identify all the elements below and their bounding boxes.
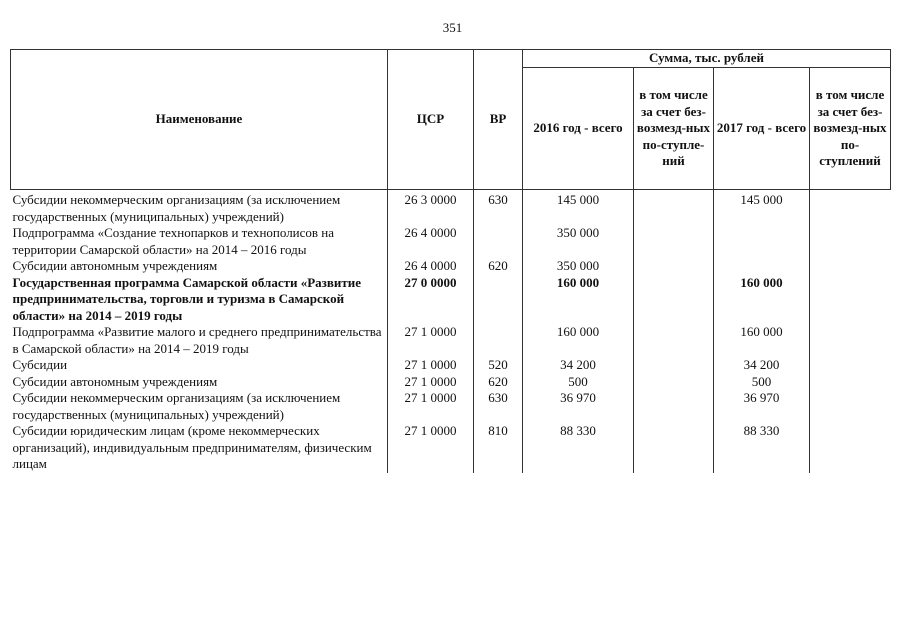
cell-2016-total: 34 200 xyxy=(523,357,634,374)
cell-name: Подпрограмма «Развитие малого и среднего предпринимательства в Самарской области» на 2014 – 2019 годы xyxy=(12,324,382,356)
cell-2016-free xyxy=(634,324,714,357)
cell-csr: 27 1 0000 xyxy=(388,374,474,391)
cell-vr: 620 xyxy=(474,374,523,391)
table-row xyxy=(11,190,891,226)
table-body xyxy=(11,190,891,473)
cell-name: Подпрограмма «Создание технопарков и технополисов на территории Самарской области» на 2014 – 2016 годы xyxy=(12,225,335,257)
cell-csr: 26 4 0000 xyxy=(388,225,474,258)
cell-name: Субсидии некоммерческим организациям (за исключением государственных (муниципальных) учреждений) xyxy=(12,192,341,224)
budget-table xyxy=(10,49,891,473)
cell-2017-free xyxy=(810,275,891,325)
page-number: 351 xyxy=(442,20,463,35)
header-2016-free: в том числе за счет без-возмезд-ных по-ступле-ний xyxy=(634,68,714,190)
cell-csr: 27 1 0000 xyxy=(388,390,474,423)
cell-2016-free xyxy=(634,423,714,473)
cell-vr xyxy=(474,275,523,325)
header-csr: ЦСР xyxy=(388,50,474,190)
cell-vr xyxy=(474,225,523,258)
cell-2017-free xyxy=(810,357,891,374)
cell-2017-total: 160 000 xyxy=(714,275,810,325)
cell-2017-free xyxy=(810,390,891,423)
table-row xyxy=(11,225,891,258)
cell-vr: 620 xyxy=(474,258,523,275)
cell-2016-free xyxy=(634,357,714,374)
cell-2017-free xyxy=(810,258,891,275)
cell-name: Субсидии xyxy=(12,357,68,372)
cell-name: Субсидии автономным учреждениям xyxy=(12,258,218,273)
cell-2016-total: 160 000 xyxy=(523,324,634,357)
cell-2016-free xyxy=(634,258,714,275)
cell-2016-total: 88 330 xyxy=(523,423,634,473)
cell-csr: 27 1 0000 xyxy=(388,423,474,473)
cell-name: Субсидии юридическим лицам (кроме некоммерческих организаций), индивидуальным предпринимателям, физическим лицам xyxy=(12,423,372,471)
header-2017-free: в том числе за счет без-возмезд-ных по-ступлений xyxy=(810,68,891,190)
table-row xyxy=(11,390,891,423)
cell-2017-free xyxy=(810,190,891,226)
header-name: Наименование xyxy=(11,50,388,190)
cell-csr: 27 1 0000 xyxy=(388,324,474,357)
cell-vr: 520 xyxy=(474,357,523,374)
header-2016-total: 2016 год - всего xyxy=(523,68,634,190)
table-row xyxy=(11,357,891,374)
cell-2017-total: 500 xyxy=(714,374,810,391)
cell-2016-free xyxy=(634,374,714,391)
cell-2016-free xyxy=(634,225,714,258)
cell-2017-total: 36 970 xyxy=(714,390,810,423)
table-row xyxy=(11,258,891,275)
cell-name: Субсидии некоммерческим организациям (за исключением государственных (муниципальных) учреждений) xyxy=(12,390,341,422)
cell-2017-total: 34 200 xyxy=(714,357,810,374)
table-row xyxy=(11,324,891,357)
table-row xyxy=(11,423,891,473)
cell-2016-free xyxy=(634,190,714,226)
cell-2016-total: 160 000 xyxy=(523,275,634,325)
cell-2016-total: 350 000 xyxy=(523,258,634,275)
cell-2016-total: 500 xyxy=(523,374,634,391)
cell-csr: 27 1 0000 xyxy=(388,357,474,374)
cell-2017-free xyxy=(810,374,891,391)
cell-2016-total: 350 000 xyxy=(523,225,634,258)
cell-name: Государственная программа Самарской области «Развитие предпринимательства, торговли и туризма в Самарской области» на 2014 – 2019 годы xyxy=(12,274,362,323)
cell-name: Субсидии автономным учреждениям xyxy=(12,373,218,389)
cell-2017-total xyxy=(714,258,810,275)
header-sum: Сумма, тыс. рублей xyxy=(523,50,891,68)
cell-csr: 26 4 0000 xyxy=(388,258,474,275)
cell-2017-free xyxy=(810,225,891,258)
cell-vr: 630 xyxy=(474,390,523,423)
cell-2017-total: 145 000 xyxy=(714,190,810,226)
cell-2017-free xyxy=(810,324,891,357)
cell-2017-total: 88 330 xyxy=(714,423,810,473)
header-2017-total: 2017 год - всего xyxy=(714,68,810,190)
cell-2016-total: 145 000 xyxy=(523,190,634,226)
cell-2017-total xyxy=(714,225,810,258)
cell-2017-free xyxy=(810,423,891,473)
cell-2017-total: 160 000 xyxy=(714,324,810,357)
table-row xyxy=(11,275,891,325)
cell-csr: 27 0 0000 xyxy=(388,275,474,325)
table-row xyxy=(11,374,891,391)
cell-2016-free xyxy=(634,275,714,325)
header-vr: ВР xyxy=(474,50,523,190)
cell-vr xyxy=(474,324,523,357)
cell-csr: 26 3 0000 xyxy=(388,190,474,226)
cell-2016-free xyxy=(634,390,714,423)
cell-2016-total: 36 970 xyxy=(523,390,634,423)
cell-vr: 630 xyxy=(474,190,523,226)
cell-vr: 810 xyxy=(474,423,523,473)
